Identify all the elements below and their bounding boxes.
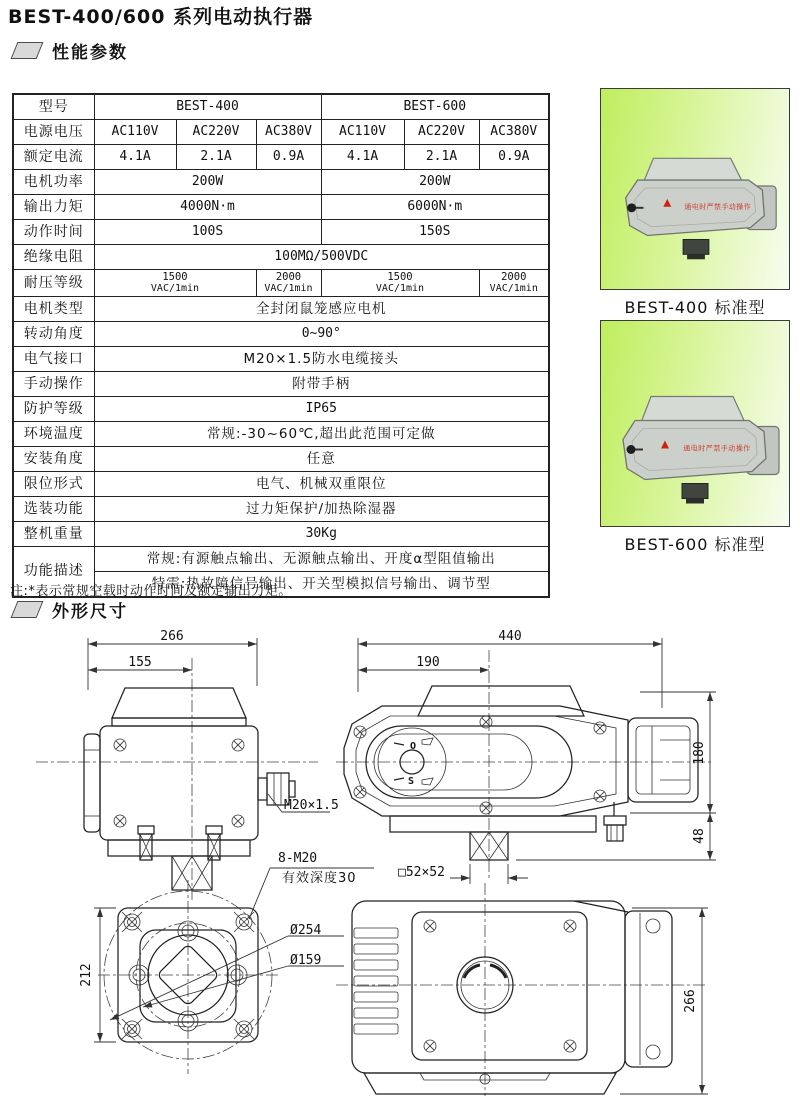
row-label: 型号 [13, 94, 94, 120]
row-label: 额定电流 [13, 145, 94, 170]
table-row [13, 94, 549, 120]
footnote: 注:*表示常规空载时动作时间及额定输出力矩。 [10, 584, 292, 599]
cell: AC110V [321, 120, 404, 145]
cell: 2000 VAC/1min [256, 270, 321, 297]
table-row [13, 270, 549, 297]
product-card-best600 [600, 320, 790, 555]
section-title: 性能参数 [52, 43, 128, 63]
table-row [13, 195, 549, 220]
row-label: 选装功能 [13, 497, 94, 522]
parallelogram-icon [11, 42, 44, 59]
row-label: 电机类型 [13, 297, 94, 322]
bolt-spec-label: 8-M20 [278, 851, 318, 866]
table-row [13, 322, 549, 347]
cell: 电气、机械双重限位 [94, 472, 549, 497]
parallelogram-icon [11, 601, 44, 618]
product-photo-best600 [600, 320, 790, 527]
cell: 200W [321, 170, 549, 195]
product-photo-best400 [600, 88, 790, 290]
product-card-best400 [600, 88, 790, 318]
cell: 1500 VAC/1min [321, 270, 479, 297]
cell: 2.1A [404, 145, 479, 170]
row-label: 安装角度 [13, 447, 94, 472]
dim-212: 212 [79, 963, 94, 987]
section-header-dimensions [8, 597, 128, 622]
product-caption: BEST-600 标准型 [624, 535, 766, 554]
spec-table [12, 93, 550, 598]
row-label: 环境温度 [13, 422, 94, 447]
model-600: BEST-600 [321, 94, 549, 120]
cell: 常规:有源触点输出、无源触点输出、开度α型阻值输出 [94, 547, 549, 572]
dim-48: 48 [692, 828, 707, 844]
dim-155: 155 [128, 655, 152, 670]
dim-266-front: 266 [683, 989, 698, 1013]
cell: 4000N·m [94, 195, 321, 220]
cell: 6000N·m [321, 195, 549, 220]
manual-knob [627, 203, 636, 212]
cell: 4.1A [94, 145, 176, 170]
manual-knob [627, 445, 636, 454]
dim-266: 266 [160, 629, 184, 644]
table-row [13, 347, 549, 372]
cell: 0.9A [479, 145, 549, 170]
row-label: 电源电压 [13, 120, 94, 145]
cell: 过力矩保护/加热除湿器 [94, 497, 549, 522]
cell: 0.9A [256, 145, 321, 170]
cell: 4.1A [321, 145, 404, 170]
table-row [13, 170, 549, 195]
row-label: 耐压等级 [13, 270, 94, 297]
table-row [13, 472, 549, 497]
table-row [13, 497, 549, 522]
row-label: 动作时间 [13, 220, 94, 245]
cell: 150S [321, 220, 549, 245]
row-label: 输出力矩 [13, 195, 94, 220]
front-view-drawing [336, 883, 708, 1096]
outline-dimension-drawings [0, 628, 800, 1103]
table-row [13, 422, 549, 447]
cell: 100MΩ/500VDC [94, 245, 549, 270]
section-header-performance [8, 38, 128, 63]
cell: AC110V [94, 120, 176, 145]
cell: 200W [94, 170, 321, 195]
cell: AC380V [479, 120, 549, 145]
cell: M20×1.5防水电缆接头 [94, 347, 549, 372]
table-row [13, 297, 549, 322]
page-title: BEST-400/600 系列电动执行器 [8, 6, 314, 28]
row-label: 整机重量 [13, 522, 94, 547]
device-warning-text: 通电时严禁手动操作 [683, 444, 751, 453]
dim-shaft-square: □52×52 [398, 865, 445, 880]
actuator-side-illustration [601, 89, 789, 287]
actuator-side-illustration [601, 321, 789, 524]
dim-440: 440 [498, 629, 522, 644]
dia-254-label: Ø254 [290, 923, 322, 938]
shut-mark: S [407, 776, 415, 787]
dia-159-label: Ø159 [290, 953, 322, 968]
table-row [13, 397, 549, 422]
table-row [13, 372, 549, 397]
gland-label: M20×1.5 [284, 798, 339, 813]
row-label: 绝缘电阻 [13, 245, 94, 270]
cell: 100S [94, 220, 321, 245]
row-label: 功能描述 [13, 547, 94, 598]
cell: AC220V [404, 120, 479, 145]
row-label: 转动角度 [13, 322, 94, 347]
dim-180: 180 [692, 741, 707, 765]
row-label: 防护等级 [13, 397, 94, 422]
product-caption: BEST-400 标准型 [624, 298, 766, 317]
depth-label: 有效深度30 [282, 871, 357, 886]
table-row [13, 120, 549, 145]
table-row [13, 447, 549, 472]
table-row [13, 145, 549, 170]
model-400: BEST-400 [94, 94, 321, 120]
cell: 30Kg [94, 522, 549, 547]
row-label: 手动操作 [13, 372, 94, 397]
cell: 常规:-30~60℃,超出此范围可定做 [94, 422, 549, 447]
top-view-drawing [336, 629, 716, 884]
cell: AC380V [256, 120, 321, 145]
cell: 全封闭鼠笼感应电机 [94, 297, 549, 322]
table-row [13, 245, 549, 270]
cell: 2000 VAC/1min [479, 270, 549, 297]
table-row [13, 220, 549, 245]
dim-190: 190 [416, 655, 440, 670]
row-label: 电气接口 [13, 347, 94, 372]
device-warning-text: 通电时严禁手动操作 [684, 202, 752, 211]
cell: IP65 [94, 397, 549, 422]
cell: 2.1A [176, 145, 256, 170]
row-label: 限位形式 [13, 472, 94, 497]
cell: 特需:热故障信号输出、开关型模拟信号输出、调节型 [94, 572, 549, 598]
cell: 附带手柄 [94, 372, 549, 397]
open-mark: O [409, 741, 417, 752]
bottom-view-drawing [79, 851, 374, 1074]
cell: AC220V [176, 120, 256, 145]
cell: 1500 VAC/1min [94, 270, 256, 297]
section-title: 外形尺寸 [52, 602, 128, 622]
table-row [13, 522, 549, 547]
table-row [13, 547, 549, 572]
row-label: 电机功率 [13, 170, 94, 195]
cell: 0~90° [94, 322, 549, 347]
cell: 任意 [94, 447, 549, 472]
